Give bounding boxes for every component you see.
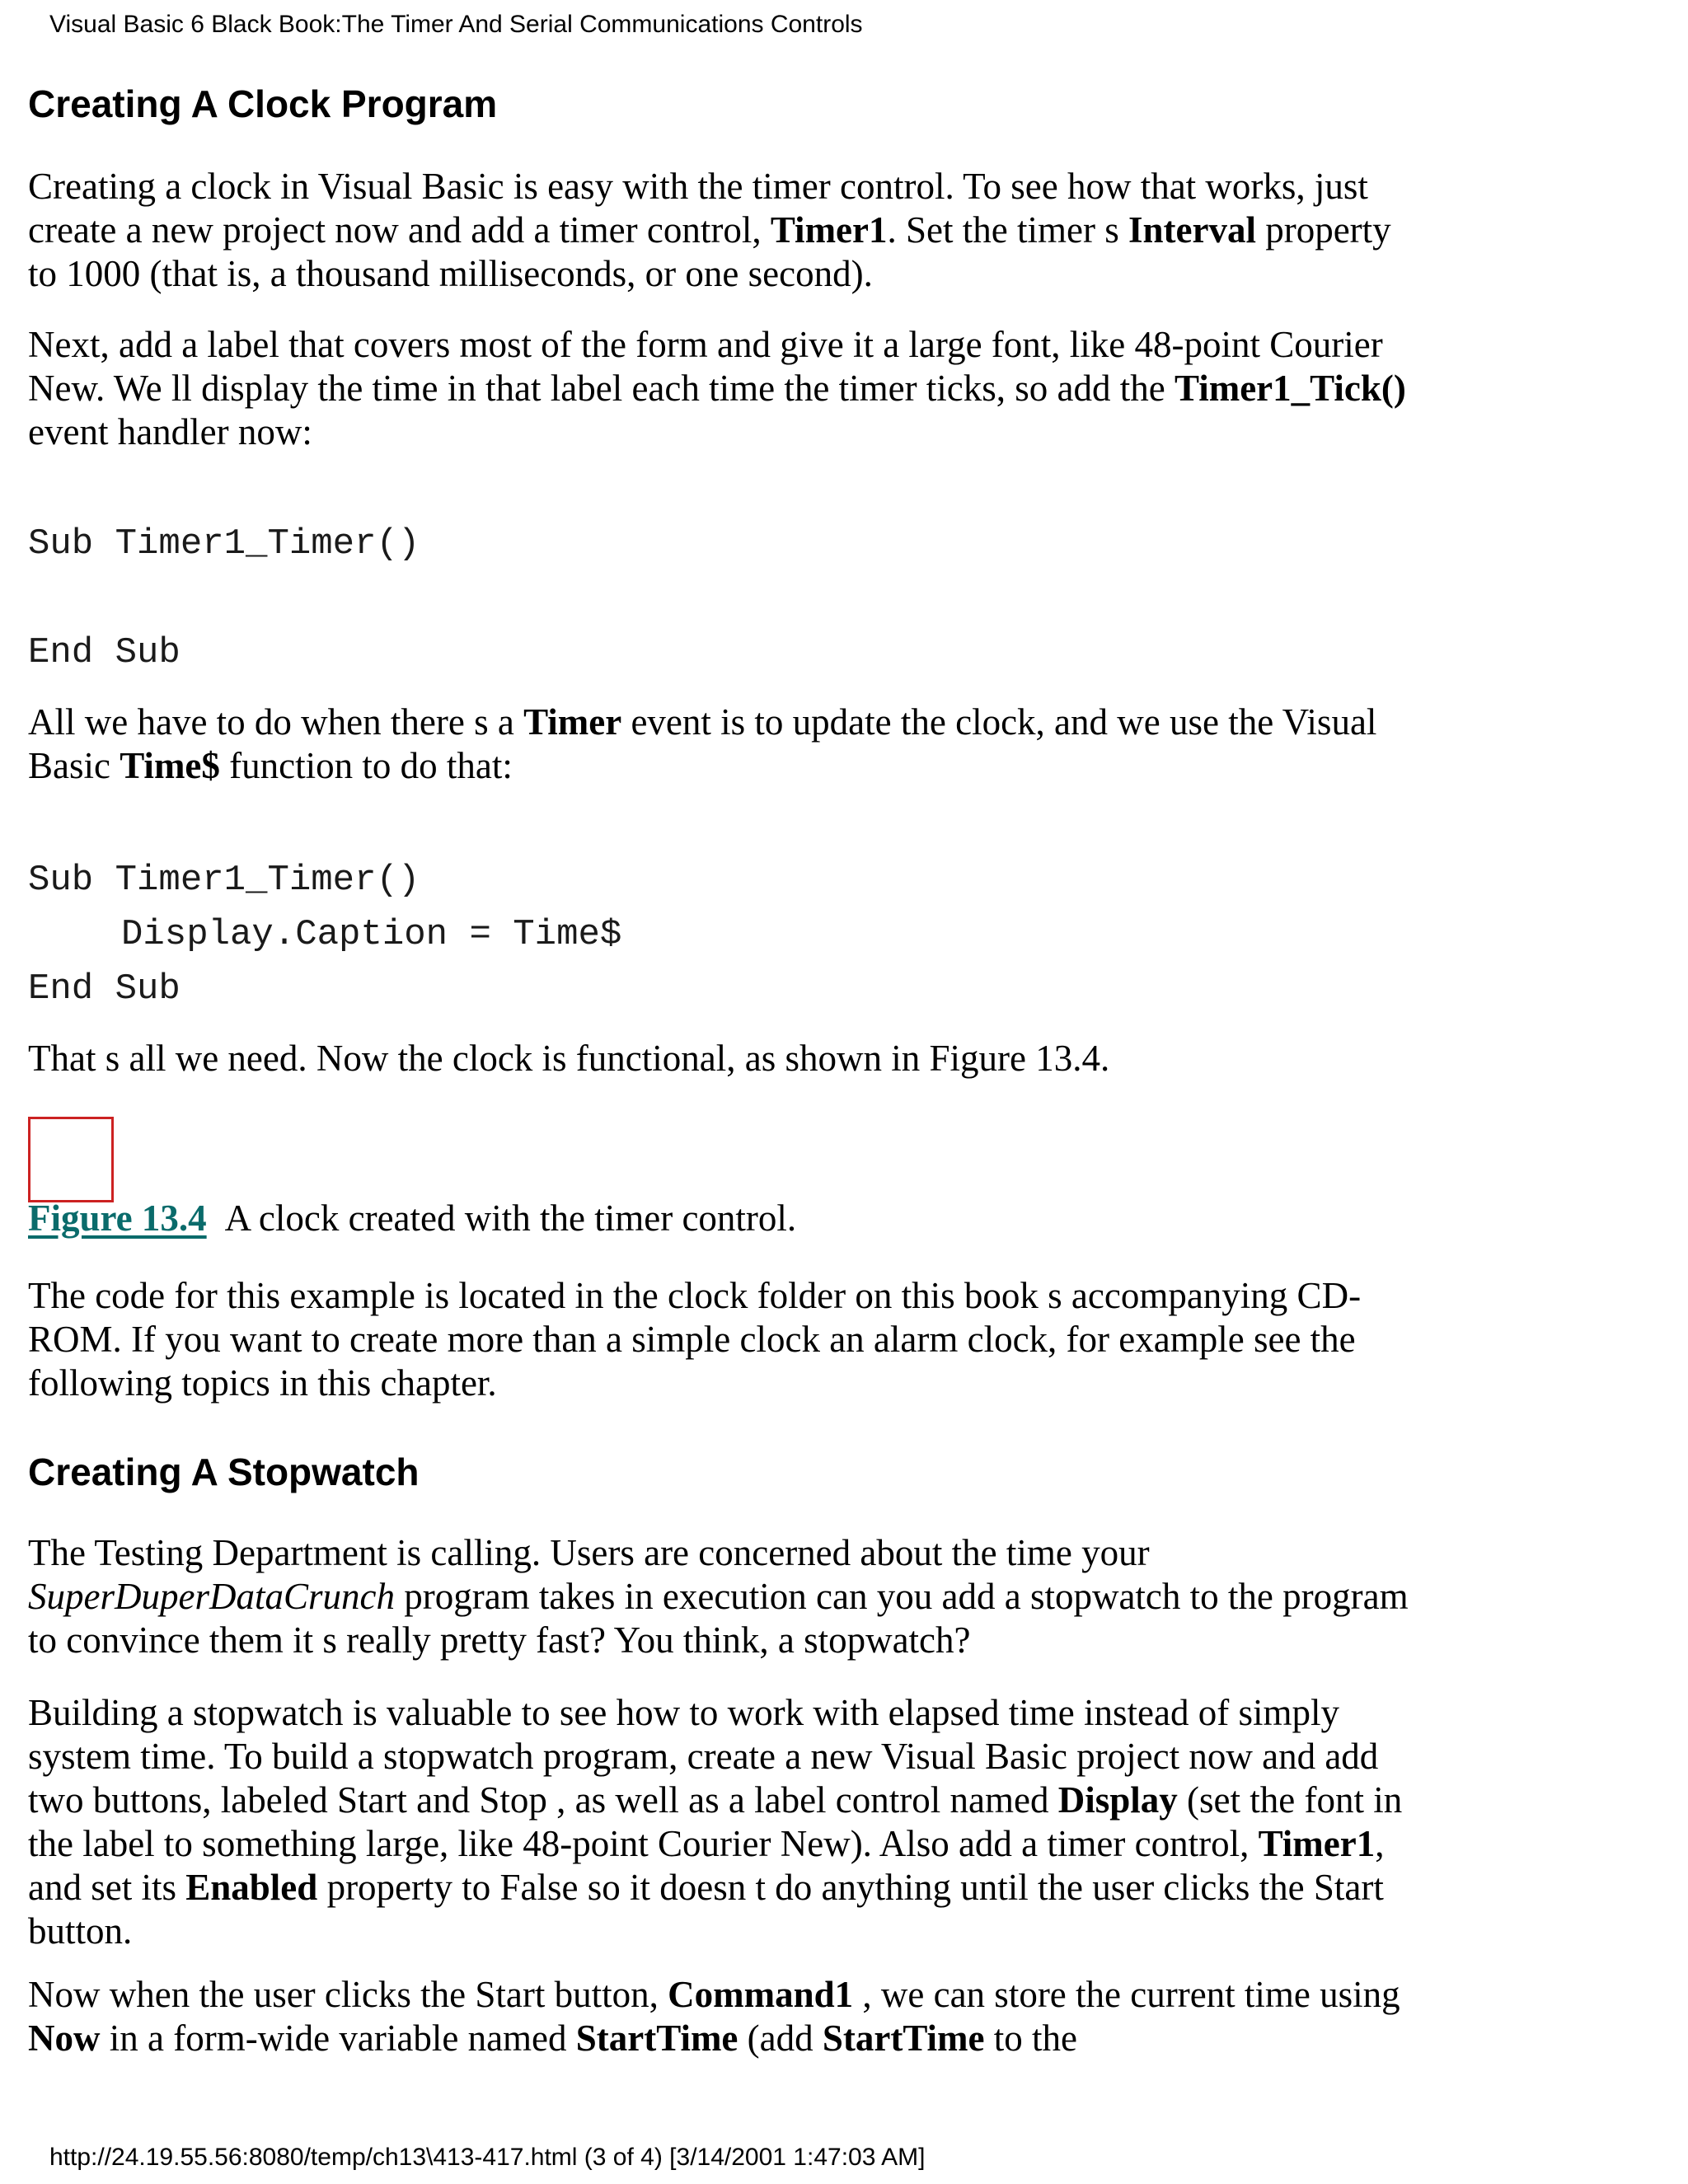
text: in a form-wide variable named	[100, 2018, 576, 2059]
code-line: End Sub	[28, 632, 181, 673]
bold-term: Timer1	[1258, 1823, 1376, 1864]
text: Creating a clock in Visual Basic is easy with the timer control. To see how that works, just create a new project now and add a timer control,	[28, 166, 1368, 251]
bold-term: Timer1_Tick()	[1175, 368, 1406, 409]
code-line: Display.Caption = Time$	[121, 914, 622, 955]
section-title-stopwatch: Creating A Stopwatch	[28, 1451, 420, 1493]
text: event is to update the clock, and we use the Visual Basic	[28, 701, 1377, 786]
bold-term: Timer	[523, 701, 622, 743]
text: function to do that:	[219, 745, 513, 786]
text: Building a stopwatch is valuable to see how to work with elapsed time instead of simply system time. To build a stopwatch program, create a new Visual Basic project now and add two buttons, labeled Start and Stop , as well as a label control named	[28, 1692, 1379, 1821]
bold-term: Display	[1057, 1779, 1178, 1821]
text: , we can store the current time using	[853, 1974, 1400, 2015]
bold-term: Interval	[1128, 209, 1256, 251]
bold-term: Timer1	[770, 209, 888, 251]
clock-paragraph-2	[28, 323, 1413, 454]
text: (add	[738, 2018, 823, 2059]
section-title-clock: Creating A Clock Program	[28, 82, 498, 125]
text: property to 1000 (that is, a thousand milliseconds, or one second).	[28, 209, 1391, 294]
bold-term: Time$	[120, 745, 220, 786]
figure-caption	[28, 1197, 796, 1240]
text: All we have to do when there s a	[28, 701, 524, 743]
text: property to False so it doesn t do anything until the user clicks the Start button.	[28, 1867, 1384, 1952]
figure-caption-text: A clock created with the timer control.	[224, 1197, 797, 1239]
text: Now when the user clicks the Start button,	[28, 1974, 668, 2015]
clock-paragraph-4: That s all we need. Now the clock is functional, as shown in Figure 13.4.	[28, 1038, 1110, 1079]
text: The Testing Department is calling. Users are concerned about the time your	[28, 1532, 1150, 1573]
page-header: Visual Basic 6 Black Book:The Timer And Serial Communications Controls	[49, 11, 863, 38]
bold-term: Now	[28, 2018, 101, 2059]
bold-term: Command1	[668, 1974, 854, 2015]
code-line: Sub Timer1_Timer()	[28, 523, 420, 565]
code-line: Sub Timer1_Timer()	[28, 860, 420, 901]
italic-term: SuperDuperDataCrunch	[28, 1576, 395, 1617]
text: , and set its	[28, 1823, 1385, 1908]
clock-paragraph-3	[28, 701, 1413, 788]
text: program takes in execution can you add a stopwatch to the program to convince them it s really pretty fast? You think, a stopwatch?	[28, 1576, 1409, 1661]
clock-paragraph-5: The code for this example is located in the clock folder on this book s accompanying CD-ROM. If you want to create more than a simple clock an alarm clock, for example see the following topics in this chapter.	[28, 1275, 1362, 1404]
text: Next, add a label that covers most of the form and give it a large font, like 48-point Courier New. We ll display the time in that label each time the timer ticks, so add the	[28, 324, 1383, 409]
bold-term: StartTime	[575, 2018, 738, 2059]
figure-link[interactable]: Figure 13.4	[28, 1197, 207, 1239]
clock-paragraph-1	[28, 165, 1413, 296]
text: (set the font in the label to something large, like 48-point Courier New). Also add a timer control,	[28, 1779, 1403, 1864]
text: event handler now:	[28, 411, 312, 452]
text: . Set the timer s	[887, 209, 1128, 251]
bold-term: Enabled	[185, 1867, 318, 1908]
code-line: End Sub	[28, 968, 181, 1010]
bold-term: StartTime	[822, 2018, 985, 2059]
page-footer-url: http://24.19.55.56:8080/temp/ch13\413-417.html (3 of 4) [3/14/2001 1:47:03 AM]	[49, 2144, 926, 2171]
text: to the	[984, 2018, 1077, 2059]
broken-image-icon	[28, 1117, 114, 1202]
stopwatch-paragraph-1	[28, 1531, 1413, 1662]
stopwatch-paragraph-2	[28, 1691, 1413, 1953]
stopwatch-paragraph-3	[28, 1973, 1413, 2060]
